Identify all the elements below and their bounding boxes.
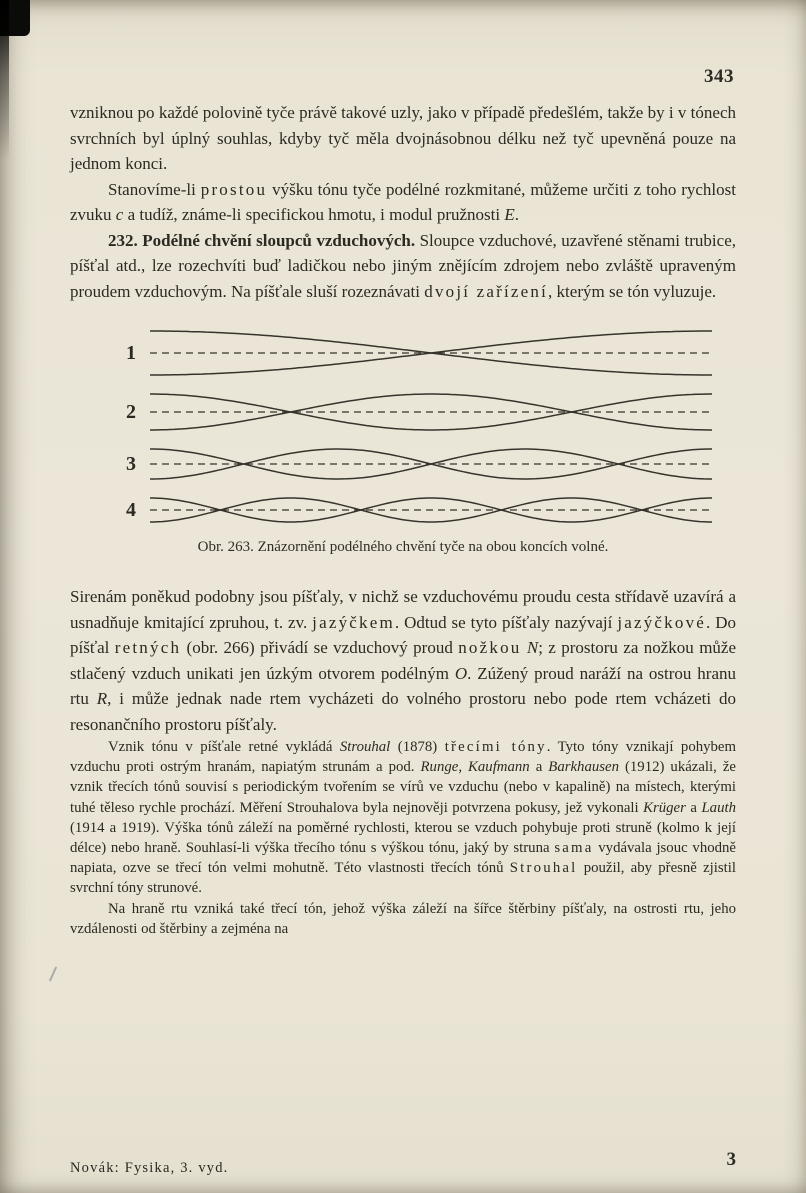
text-segment: 232. Podélné chvění sloupců vzduchových. bbox=[108, 230, 416, 250]
wave-row bbox=[112, 444, 736, 484]
pencil-mark bbox=[49, 966, 57, 981]
text-segment: prostou bbox=[200, 179, 268, 199]
footer-signature-number: 3 bbox=[726, 1149, 736, 1170]
text-segment: retných bbox=[114, 638, 182, 657]
text-segment: N bbox=[526, 638, 539, 657]
text-segment: R bbox=[96, 689, 108, 708]
text-segment: Krüger bbox=[643, 799, 686, 816]
paragraph bbox=[70, 100, 736, 177]
text-segment: (1878) bbox=[390, 739, 445, 755]
text-segment: Lauth bbox=[701, 799, 736, 816]
text-segment: O bbox=[454, 663, 468, 683]
text-segment: Strouhal bbox=[509, 860, 578, 877]
text-segment: (1914 a 1919). Výška tónů záleží na poměrné rychlosti, kterou se vzduch pohybuje proti struně (kolmo k její délce) nebo hraně. Souhlasí-li výška třecího tónu s výškou tónu, jaký by struna bbox=[70, 819, 736, 857]
text-segment: , kterým se tón vyluzuje. bbox=[548, 281, 717, 301]
paragraph bbox=[70, 177, 736, 228]
text-segment: sama bbox=[554, 840, 594, 857]
text-segment: jazýčkové bbox=[617, 612, 707, 632]
text-segment: , i může jednak nade rtem vycházeti do volného prostoru nebo pode rtem vcházeti do resonančního prostoru píšťaly. bbox=[70, 689, 736, 734]
standing-wave-svg bbox=[150, 493, 712, 527]
figure-obr-263 bbox=[70, 326, 736, 556]
text-segment: vydávala jsouc vhodně napiata, ozve se třecí tón velmi mohutně. Této vlastnosti třecích tónů bbox=[70, 840, 736, 877]
wave-row-label: 1 bbox=[126, 342, 136, 364]
paragraph bbox=[70, 228, 736, 305]
paragraph bbox=[70, 584, 736, 737]
text-segment: . Tyto tóny vznikají pohybem vzduchu proti ostrým hranám, napiatým strunám a pod. bbox=[70, 739, 736, 776]
text-segment: Strouhal bbox=[339, 739, 391, 755]
text-segment: . Odtud se tyto píšťaly nazývají bbox=[394, 612, 618, 632]
figure-caption: Obr. 263. Znázornění podélného chvění tyče na obou koncích volné. bbox=[197, 539, 609, 555]
text-segment: . bbox=[514, 205, 519, 224]
wave-row-label: 4 bbox=[126, 499, 136, 521]
paragraph bbox=[70, 737, 736, 899]
wave-row bbox=[112, 493, 736, 527]
page-footer bbox=[70, 1149, 736, 1177]
text-segment: jazýčkem bbox=[312, 612, 395, 632]
standing-wave-svg bbox=[150, 389, 712, 435]
wave-row-label: 2 bbox=[126, 401, 136, 423]
page-content bbox=[70, 0, 736, 939]
text-segment: Sirenám poněkud podobny jsou píšťaly, v nichž se vzduchovému proudu cesta střídavě uzavírá a usnadňuje kmitající zpruhou, t. zv. bbox=[70, 587, 736, 632]
text-segment: vzniknou po každé polovině tyče právě takové uzly, jako v případě předešlém, takže by i v tónech svrchních byl úplný souhlas, kdyby tyč měla dvojnásobnou délku než tyč upevněná pouze na jednom konci. bbox=[70, 103, 736, 173]
standing-wave-svg bbox=[150, 326, 712, 380]
text-segment: c bbox=[115, 205, 124, 224]
text-segment: Runge, Kaufmann bbox=[420, 759, 530, 776]
text-segment: (obr. 266) přivádí se vzduchový proud bbox=[181, 638, 459, 657]
text-segment: . Zúžený proud naráží na ostrou hranu rtu bbox=[70, 663, 736, 708]
text-block-top bbox=[70, 100, 736, 304]
text-segment: Barkhausen bbox=[548, 759, 619, 776]
standing-wave-svg bbox=[150, 444, 712, 484]
text-segment: Vznik tónu v píšťale retné vykládá bbox=[108, 739, 340, 755]
wave-row bbox=[112, 389, 736, 435]
text-segment: a bbox=[685, 799, 702, 816]
page-number: 343 bbox=[704, 66, 734, 87]
text-segment: (1912) ukázali, že vznik třecích tónů souvisí s periodickým tvořením se vírů ve vzduchu (nebo v kapalině) na místech, kterými tuhé těleso rychle prochází. Měření Strouhalova byla nejnověji potvrzena pokusy, jež vykonali bbox=[70, 759, 736, 816]
text-segment: dvojí zařízení bbox=[424, 281, 549, 301]
paragraph bbox=[70, 899, 736, 939]
text-segment: a bbox=[529, 759, 549, 776]
text-segment: třecími tóny bbox=[444, 739, 547, 755]
scan-spine-shadow bbox=[0, 0, 9, 160]
text-segment: nožkou bbox=[458, 638, 522, 657]
wave-diagrams bbox=[70, 326, 736, 527]
text-segment: Stanovíme-li bbox=[108, 179, 201, 199]
text-segment: a tudíž, známe-li specifickou hmotu, i modul pružnosti bbox=[123, 205, 505, 224]
text-segment: použil, aby přesně zjistil svrchní tóny strunové. bbox=[70, 860, 736, 897]
text-segment: výšku tónu tyče podélné rozkmitané, můžeme určiti z toho rychlost zvuku bbox=[70, 179, 736, 224]
footer-imprint: Novák: Fysika, 3. vyd. bbox=[70, 1160, 229, 1176]
text-segment: . Do píšťal bbox=[70, 612, 736, 657]
text-segment: ; z prostoru za nožkou může stlačený vzduch unikati jen úzkým otvorem podélným bbox=[70, 638, 737, 683]
wave-row bbox=[112, 326, 736, 380]
text-block-bottom bbox=[70, 584, 736, 939]
text-segment: Sloupce vzduchové, uzavřené stěnami trubice, píšťal atd., lze rozechvíti buď ladičkou nebo jiným znějícím zdrojem nebo zvláště upraveným proudem vzduchovým. Na píšťale sluší rozeznávati bbox=[70, 230, 736, 301]
text-segment: Na hraně rtu vzniká také třecí tón, jehož výška záleží na šířce štěrbiny píšťaly, na ostrosti rtu, jeho vzdálenosti od štěrbiny a zejména na bbox=[70, 900, 736, 937]
text-segment: E bbox=[504, 205, 515, 224]
wave-row-label: 3 bbox=[126, 453, 136, 475]
